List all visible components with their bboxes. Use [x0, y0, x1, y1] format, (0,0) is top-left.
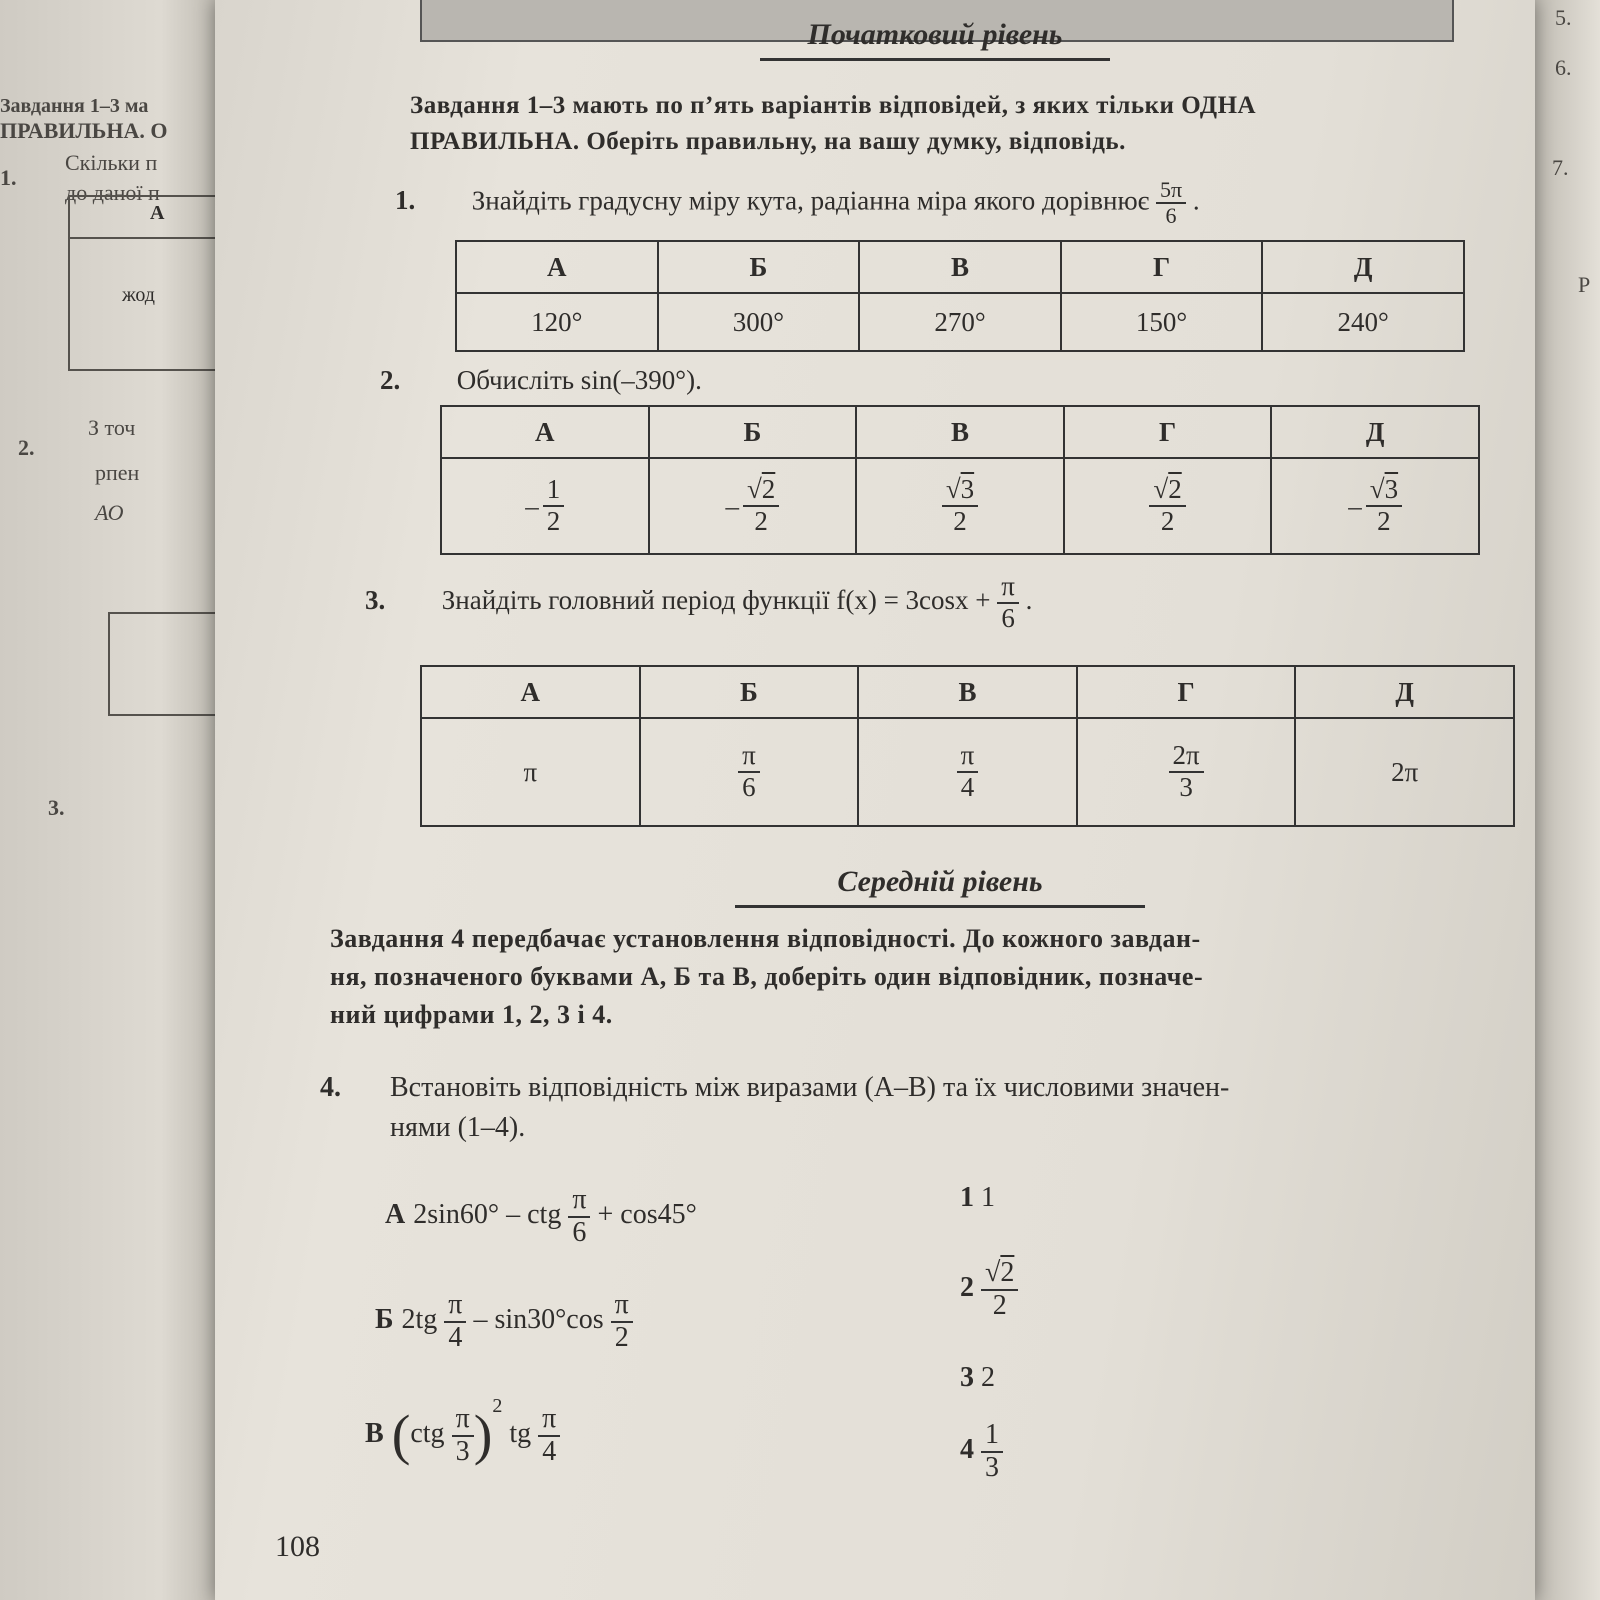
left-table-head: А [150, 202, 165, 224]
left-task1-text2: до даної п [65, 180, 160, 205]
task2-e-sign: – [1348, 490, 1362, 521]
task2-header-row [441, 406, 1479, 458]
task1-frac-den: 6 [1165, 203, 1177, 229]
task4-expression-c [365, 1395, 560, 1468]
left-table-cell: жод [122, 284, 155, 306]
expr-a-post: + cos45° [597, 1199, 697, 1231]
task2-c-radicand: 3 [960, 474, 975, 505]
option4-frac-num: 1 [981, 1420, 1003, 1453]
task3-c-frac [957, 741, 979, 802]
task3-head-d: Г [1077, 666, 1296, 718]
task2-a-frac [543, 475, 565, 536]
task4-text-line1: Встановіть відповідність між виразами (А–В) та їх числовими значен- [390, 1072, 1230, 1103]
expr-b-label: Б [375, 1304, 394, 1336]
task2-c-den: 2 [953, 506, 967, 536]
option1-num: 1 [960, 1182, 974, 1213]
expr-a-pre: 2sin60° – ctg [413, 1199, 562, 1231]
option3-num: 3 [960, 1362, 974, 1393]
task3-prompt [365, 572, 1032, 633]
task3-table [420, 665, 1515, 827]
task3-number: 3. [365, 584, 386, 615]
task3-answer-c [858, 718, 1077, 826]
task1-head-c: В [859, 241, 1061, 293]
task2-number: 2. [380, 365, 401, 395]
task2-e-den: 2 [1377, 506, 1391, 536]
task1-answer-e: 240° [1262, 293, 1464, 351]
task2-b-num [743, 475, 779, 507]
option2-frac-num [981, 1258, 1018, 1291]
section2-title [735, 865, 1145, 908]
task1-head-e: Д [1262, 241, 1464, 293]
left-task3-num: 3. [48, 795, 65, 820]
task2-head-a: А [441, 406, 649, 458]
task3-head-e: Д [1295, 666, 1514, 718]
expr-c-den1: 3 [455, 1435, 470, 1467]
right-item-4: Р [1578, 272, 1591, 297]
task2-e-frac [1366, 475, 1402, 536]
task3-head-b: Б [640, 666, 859, 718]
expr-c-num2: π [538, 1404, 560, 1437]
task2-b-den: 2 [754, 506, 768, 536]
task2-c-num [942, 475, 978, 507]
task2-b-frac [743, 475, 779, 536]
task2-a-den: 2 [546, 506, 561, 536]
section2-intro-line2: ня, позначеного буквами А, Б та В, доберіть один відповідник, позначе- [330, 962, 1204, 991]
task3-d-frac [1169, 741, 1204, 802]
task2-head-d: Г [1064, 406, 1272, 458]
task4-option-3 [960, 1362, 995, 1394]
task3-answer-d [1077, 718, 1296, 826]
task3-text: Знайдіть головний період функції f(x) = 3cosx + [441, 584, 991, 615]
option4-frac-den: 3 [985, 1451, 999, 1483]
task1-end: . [1192, 185, 1200, 216]
section1-intro-line1: Завдання 1–3 мають по п’ять варіантів відповідей, з яких тільки ОДНА [410, 92, 1257, 119]
task4-expression-b [375, 1290, 633, 1354]
left-task2-num: 2. [18, 435, 35, 460]
task3-c-den: 4 [960, 772, 975, 802]
section2-intro [330, 920, 1203, 1034]
option4-frac [981, 1420, 1003, 1484]
task3-fraction [997, 572, 1019, 633]
task2-d-den: 2 [1160, 506, 1175, 536]
task3-d-den: 3 [1179, 772, 1193, 802]
left-task2-text2: рпен [95, 460, 140, 485]
task1-head-b: Б [658, 241, 860, 293]
main-page [215, 0, 1535, 1600]
task2-a-sign: – [525, 490, 539, 521]
task2-d-num [1149, 475, 1185, 507]
task2-prompt [380, 365, 702, 396]
task2-e-root: √ [1369, 474, 1385, 505]
option1-value: 1 [981, 1182, 995, 1213]
task2-e-num [1366, 475, 1402, 507]
task3-answer-b [640, 718, 859, 826]
left-task2-text1: З точ [88, 415, 136, 440]
section2-intro-line3: ний цифрами 1, 2, 3 і 4. [330, 1000, 613, 1029]
expr-a-label: А [385, 1199, 406, 1231]
option4-num: 4 [960, 1434, 974, 1466]
task2-head-c: В [856, 406, 1064, 458]
option2-root: √ [985, 1257, 1001, 1288]
task4-expression-a [385, 1185, 697, 1249]
right-item-1: 5. [1555, 5, 1572, 30]
task4-prompt [320, 1068, 1229, 1148]
expr-c-power: 2 [492, 1395, 503, 1417]
expr-c-label: В [365, 1418, 384, 1449]
task2-answer-d [1064, 458, 1272, 554]
task1-answer-a: 120° [456, 293, 658, 351]
task2-c-root: √ [945, 474, 961, 505]
expr-b-mid: – sin30°cos [473, 1304, 604, 1336]
task2-c-frac [942, 475, 978, 536]
task3-answer-row [421, 718, 1514, 826]
right-page [1530, 0, 1600, 1600]
expr-b-den2: 2 [614, 1321, 629, 1353]
task1-answer-b: 300° [658, 293, 860, 351]
option2-den: 2 [992, 1289, 1007, 1321]
section1-intro-line2: ПРАВИЛЬНА. Оберіть правильну, на вашу думку, відповідь. [410, 128, 1126, 155]
task1-prompt [395, 178, 1200, 228]
expr-c-frac1 [452, 1404, 474, 1468]
task3-answer-e: 2π [1295, 718, 1514, 826]
task2-d-root: √ [1153, 474, 1169, 505]
expr-c-num1: π [452, 1404, 474, 1437]
task3-b-frac [738, 741, 760, 802]
left-page [0, 0, 230, 1600]
task2-table [440, 405, 1480, 555]
task2-b-radicand: 2 [761, 474, 776, 505]
left-task1-text1: Скільки п [65, 150, 158, 175]
task3-d-num: 2π [1169, 741, 1204, 773]
task3-end: . [1025, 584, 1033, 615]
task1-fraction [1156, 178, 1186, 228]
option2-frac [981, 1258, 1018, 1322]
task1-frac-num: 5π [1156, 178, 1186, 204]
task2-answer-e [1271, 458, 1479, 554]
task2-answer-c [856, 458, 1064, 554]
task2-answer-a [441, 458, 649, 554]
task4-number: 4. [320, 1072, 341, 1103]
section1-title [760, 18, 1110, 61]
task4-option-1 [960, 1182, 995, 1214]
expr-c-open: ( [391, 1404, 411, 1467]
expr-b-den1: 4 [448, 1321, 463, 1353]
section2-intro-line1: Завдання 4 передбачає установлення відповідності. До кожного завдан- [330, 924, 1201, 953]
task1-answer-d: 150° [1061, 293, 1263, 351]
left-task1-num: 1. [0, 165, 17, 190]
left-task2-text3: АО [95, 500, 124, 525]
section1-intro [410, 88, 1256, 160]
expr-b-frac1 [444, 1290, 466, 1354]
task3-frac-num: π [997, 572, 1019, 604]
expr-b-pre: 2tg [401, 1304, 438, 1336]
task3-header-row [421, 666, 1514, 718]
task3-head-a: А [421, 666, 640, 718]
task2-answer-row [441, 458, 1479, 554]
expr-b-num1: π [444, 1290, 466, 1323]
task2-answer-b [649, 458, 857, 554]
task2-d-frac [1149, 475, 1185, 536]
task1-table [455, 240, 1465, 352]
left-intro-line2: ПРАВИЛЬНА. О [0, 118, 168, 143]
task1-answer-c: 270° [859, 293, 1061, 351]
right-item-2: 6. [1555, 55, 1572, 80]
task1-head-d: Г [1061, 241, 1263, 293]
section2-title-rule [735, 905, 1145, 908]
right-item-3: 7. [1552, 155, 1569, 180]
task2-head-b: Б [649, 406, 857, 458]
section1-title-text: Початковий рівень [807, 18, 1063, 51]
option2-num: 2 [960, 1272, 974, 1304]
section1-title-rule [760, 58, 1110, 61]
expr-c-close: ) [473, 1404, 493, 1467]
expr-c-tg: tg [509, 1418, 532, 1449]
task1-number: 1. [395, 185, 416, 216]
section2-title-text: Середній рівень [837, 865, 1043, 898]
expr-a-num: π [568, 1185, 590, 1218]
task4-text-line2: нями (1–4). [390, 1112, 526, 1143]
expr-b-num2: π [611, 1290, 633, 1323]
task3-b-den: 6 [742, 772, 756, 802]
option2-radicand: 2 [1000, 1257, 1015, 1288]
expr-c-den2: 4 [542, 1435, 557, 1467]
page-number: 108 [275, 1530, 320, 1563]
task1-header-row [456, 241, 1464, 293]
expr-c-frac2 [538, 1404, 560, 1468]
task4-option-2 [960, 1258, 1018, 1322]
task2-e-radicand: 3 [1384, 474, 1399, 505]
task1-head-a: А [456, 241, 658, 293]
task3-b-num: π [738, 741, 760, 773]
task3-frac-den: 6 [1001, 602, 1015, 633]
option3-value: 2 [981, 1362, 995, 1393]
task3-head-c: В [858, 666, 1077, 718]
task2-b-root: √ [746, 474, 762, 505]
task1-answer-row [456, 293, 1464, 351]
task3-c-num: π [957, 741, 979, 773]
task4-option-4 [960, 1420, 1003, 1484]
task2-text: Обчисліть sin(–390°). [456, 365, 702, 395]
task2-a-num: 1 [543, 475, 565, 507]
expr-b-frac2 [611, 1290, 633, 1354]
expr-a-den: 6 [572, 1216, 587, 1248]
expr-c-ctg: ctg [410, 1418, 445, 1449]
task2-head-e: Д [1271, 406, 1479, 458]
task3-answer-a: π [421, 718, 640, 826]
left-intro-line1: Завдання 1–3 ма [0, 95, 149, 117]
task2-b-sign: – [725, 490, 739, 521]
task1-text: Знайдіть градусну міру кута, радіанна міра якого дорівнює [471, 185, 1150, 216]
task2-d-radicand: 2 [1168, 474, 1182, 505]
expr-a-frac [568, 1185, 590, 1249]
